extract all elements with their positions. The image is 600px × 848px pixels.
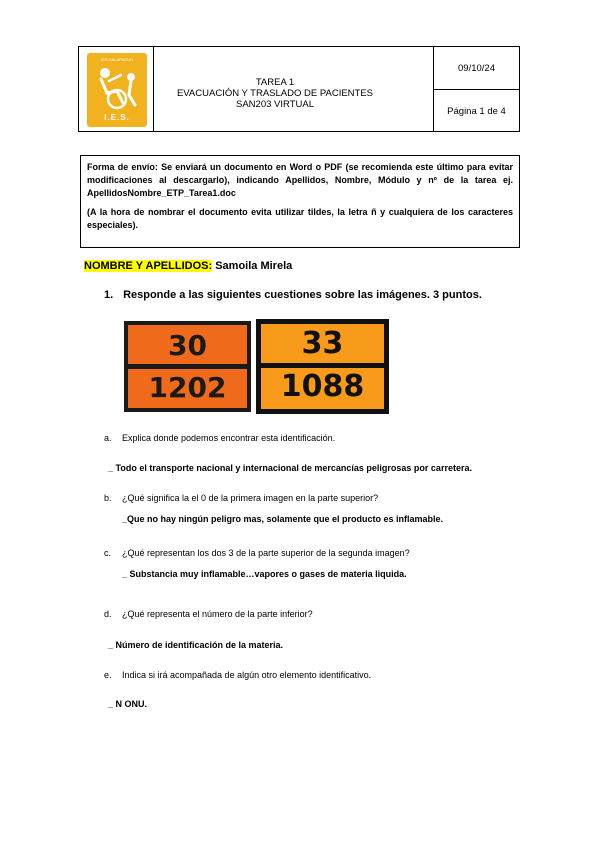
date-cell bbox=[434, 47, 519, 90]
title-line-1: TAREA 1 bbox=[255, 77, 295, 88]
task-title bbox=[165, 77, 385, 110]
answer-d: _ Número de identificación de la materia. bbox=[108, 640, 284, 650]
instructions-paragraph-1: Forma de envío: Se enviará un documento en Word o PDF (se recomienda este último para evitar modificaciones al descargarlo), indicando Apellidos, Nombre, Módulo y nº de la tarea ej. ApellidosNombre_ETP_Tarea1.doc bbox=[87, 162, 513, 198]
placard-divider bbox=[261, 363, 384, 368]
title-line-3: SAN203 VIRTUAL bbox=[236, 99, 314, 110]
placard-hazard-number: 30 bbox=[168, 329, 207, 362]
answer-c: _ Substancia muy inflamable…vapores o gases de materia liquida. bbox=[122, 569, 407, 579]
logo-text: I.E.S. bbox=[104, 113, 130, 122]
question-1 bbox=[104, 289, 524, 301]
subquestion-c bbox=[104, 548, 410, 558]
subquestion-text: ¿Qué representa el número de la parte inferior? bbox=[122, 609, 313, 619]
subquestion-text: Indica si irá acompañada de algún otro elemento identificativo. bbox=[122, 670, 372, 680]
subquestion-text: ¿Qué significa la el 0 de la primera imagen en la parte superior? bbox=[122, 493, 379, 503]
subquestion-text: ¿Qué representan los dos 3 de la parte superior de la segunda imagen? bbox=[122, 548, 410, 558]
name-line bbox=[84, 260, 292, 272]
subquestion-letter: e. bbox=[104, 670, 112, 680]
answer-e: _ N ONU. bbox=[108, 699, 148, 709]
subquestion-a bbox=[104, 433, 335, 443]
school-logo bbox=[87, 53, 147, 127]
subquestion-letter: b. bbox=[104, 493, 112, 503]
logo-small-text: IES GALAPAGUR bbox=[101, 57, 134, 62]
page-number: Página 1 de 4 bbox=[447, 106, 506, 117]
logo-cell bbox=[79, 47, 154, 131]
document-header bbox=[78, 46, 520, 132]
placard-hazard-number: 33 bbox=[301, 326, 344, 361]
subquestion-e bbox=[104, 670, 371, 680]
subquestion-d bbox=[104, 609, 313, 619]
hazard-placard-2 bbox=[256, 319, 389, 414]
answer-a: _ Todo el transporte nacional y internacional de mercancías peligrosas por carretera. bbox=[108, 463, 472, 473]
subquestion-letter: a. bbox=[104, 433, 112, 443]
subquestion-text: Explica donde podemos encontrar esta identificación. bbox=[122, 433, 336, 443]
name-value: Samoila Mirela bbox=[212, 260, 293, 272]
hazard-placard-1 bbox=[124, 321, 251, 412]
question-text: Responde a las siguientes cuestiones sobre las imágenes. 3 puntos. bbox=[123, 289, 482, 301]
answer-b: _Que no hay ningún peligro mas, solamente que el producto es inflamable. bbox=[122, 514, 444, 524]
placard-un-number: 1202 bbox=[148, 371, 227, 404]
question-number: 1. bbox=[104, 289, 114, 301]
subquestion-b bbox=[104, 493, 378, 503]
subquestion-letter: c. bbox=[104, 548, 112, 558]
date-text: 09/10/24 bbox=[458, 63, 495, 74]
name-label: NOMBRE Y APELLIDOS: bbox=[84, 260, 213, 272]
instructions-paragraph-2: (A la hora de nombrar el documento evita utilizar tildes, la letra ñ y cualquiera de los caracteres especiales). bbox=[87, 207, 513, 230]
placard-un-number: 1088 bbox=[280, 369, 365, 404]
subquestion-letter: d. bbox=[104, 609, 112, 619]
placard-divider bbox=[128, 364, 247, 369]
instructions-box bbox=[80, 155, 520, 248]
title-line-2: EVACUACIÓN Y TRASLADO DE PACIENTES bbox=[176, 88, 374, 99]
page-cell bbox=[434, 89, 519, 131]
